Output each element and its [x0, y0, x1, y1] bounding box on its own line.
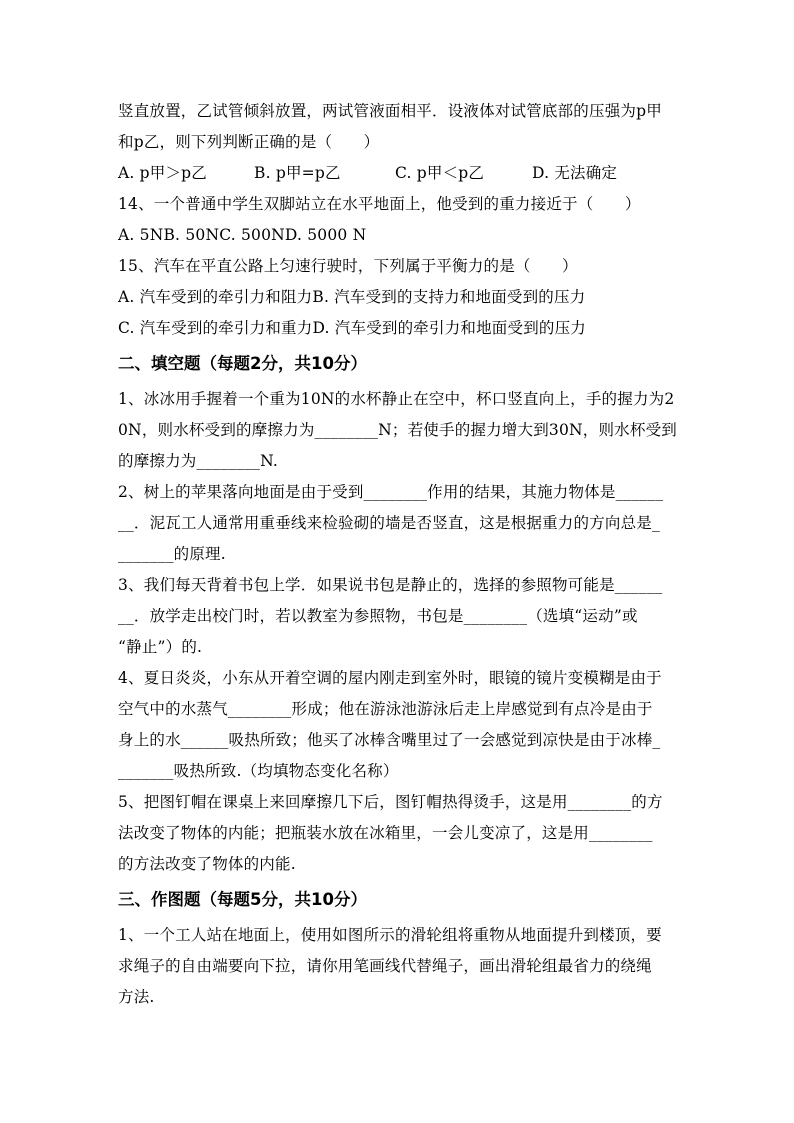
q13-options	[118, 158, 678, 189]
q13-option-c: C. p甲＜p乙	[395, 164, 485, 182]
question-line: 方法.	[118, 988, 155, 1006]
question-line: 法改变了物体的内能；把瓶装水放在冰箱里，一会儿变凉了，这是用________	[118, 824, 653, 842]
section-3-title: 三、作图题（每题5分，共10分）	[118, 890, 367, 909]
q14-stem: 14、一个普通中学生双脚站立在水平地面上，他受到的重力接近于（ ）	[118, 195, 641, 213]
drawing-question-1	[118, 920, 678, 1013]
question-line: 身上的水______吸热所致；他买了冰棒含嘴里过了一会感觉到凉快是由于冰棒_	[118, 731, 661, 749]
fill-question-2	[118, 477, 678, 570]
question-line: 0N，则水杯受到的摩擦力为________N；若使手的握力增大到30N，则水杯受到	[118, 421, 677, 439]
q13-option-d: D. 无法确定	[532, 164, 618, 182]
section-2-title: 二、填空题（每题2分，共10分）	[118, 354, 367, 373]
q13-line-2: 和p乙，则下列判断正确的是（ ）	[118, 133, 380, 151]
fill-question-4	[118, 663, 678, 787]
question-line: 5、把图钉帽在课桌上来回摩擦几下后，图钉帽热得烫手，这是用________的方	[118, 793, 663, 811]
question-line: 1、冰冰用手握着一个重为10N的水杯静止在空中，杯口竖直向上，手的握力为2	[118, 390, 675, 408]
question-line: 3、我们每天背着书包上学．如果说书包是静止的，选择的参照物可能是______	[118, 576, 663, 594]
question-line: “静止”）的.	[118, 638, 203, 656]
question-line: 的摩擦力为________N.	[118, 452, 278, 470]
question-line: 求绳子的自由端要向下拉，请你用笔画线代替绳子，画出滑轮组最省力的绕绳	[118, 957, 652, 975]
exam-page	[118, 96, 678, 1013]
question-line: 4、夏日炎炎，小东从开着空调的屋内刚走到室外时，眼镜的镜片变模糊是由于	[118, 669, 662, 687]
question-line: _______吸热所致.（均填物态变化名称）	[118, 762, 399, 780]
q14-options: A. 5NB. 50NC. 500ND. 5000 N	[118, 226, 367, 244]
question-line: 1、一个工人站在地面上，使用如图所示的滑轮组将重物从地面提升到楼顶，要	[118, 926, 662, 944]
question-line: _______的原理.	[118, 545, 226, 563]
question-line: 空气中的水蒸气________形成；他在游泳池游泳后走上岸感觉到有点冷是由于	[118, 700, 653, 718]
q15-options-ab: A. 汽车受到的牵引力和阻力B. 汽车受到的支持力和地面受到的压力	[118, 288, 586, 306]
question-line: __．放学走出校门时，若以教室为参照物，书包是________（选填“运动”或	[118, 607, 638, 625]
question-line: __．泥瓦工人通常用重垂线来检验砌的墙是否竖直，这是根据重力的方向总是_	[118, 514, 660, 532]
fill-question-5	[118, 787, 678, 880]
question-line: 2、树上的苹果落向地面是由于受到________作用的结果，其施力物体是______	[118, 483, 664, 501]
fill-question-1	[118, 384, 678, 477]
q13-option-b: B. p甲=p乙	[254, 164, 341, 182]
question-line: 的方法改变了物体的内能.	[118, 855, 296, 873]
q15-options-cd: C. 汽车受到的牵引力和重力D. 汽车受到的牵引力和地面受到的压力	[118, 319, 586, 337]
q15-stem: 15、汽车在平直公路上匀速行驶时，下列属于平衡力的是（ ）	[118, 257, 578, 275]
q13-line-1: 竖直放置，乙试管倾斜放置，两试管液面相平．设液体对试管底部的压强为p甲	[118, 102, 662, 120]
q13-option-a: A. p甲＞p乙	[118, 164, 207, 182]
fill-question-3	[118, 570, 678, 663]
